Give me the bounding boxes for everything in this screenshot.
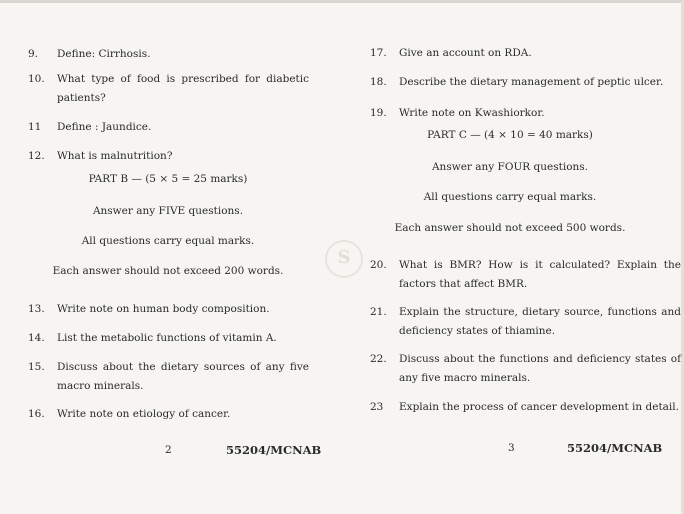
question-text: Explain the structure, dietary source, functions and deficiency states of thiamine. bbox=[399, 306, 681, 337]
question-text: Discuss about the functions and deficiency states of any five macro minerals. bbox=[399, 353, 681, 384]
question-text: What is BMR? How is it calculated? Explain the factors that affect BMR. bbox=[399, 259, 681, 290]
question-text: Define: Cirrhosis. bbox=[57, 48, 151, 60]
question-number: 16. bbox=[28, 408, 45, 420]
question-number: 9. bbox=[28, 48, 39, 60]
question-number: 14. bbox=[28, 332, 45, 344]
question-number: 13. bbox=[28, 303, 45, 315]
question-number: 17. bbox=[370, 47, 387, 59]
part-c-heading: PART C — (4 × 10 = 40 marks) bbox=[427, 129, 593, 141]
paper-code: 55204/MCNAB bbox=[567, 441, 663, 455]
question-text: Define : Jaundice. bbox=[57, 121, 152, 133]
question-text: Give an account on RDA. bbox=[399, 47, 532, 59]
question-number: 11 bbox=[28, 121, 42, 133]
instruction-word-limit: Each answer should not exceed 200 words. bbox=[52, 265, 284, 277]
instruction-answer-four: Answer any FOUR questions. bbox=[431, 161, 589, 173]
question-text: Write note on etiology of cancer. bbox=[57, 408, 231, 420]
instruction-word-limit: Each answer should not exceed 500 words. bbox=[394, 222, 626, 234]
question-text: What type of food is prescribed for diabetic patients? bbox=[57, 73, 309, 104]
question-number: 15. bbox=[28, 361, 45, 373]
question-number: 18. bbox=[370, 76, 387, 88]
question-text: Write note on Kwashiorkor. bbox=[399, 107, 545, 119]
question-text: Write note on human body composition. bbox=[57, 303, 270, 315]
question-number: 21. bbox=[370, 306, 387, 318]
instruction-equal-marks: All questions carry equal marks. bbox=[81, 235, 255, 247]
question-text: List the metabolic functions of vitamin A. bbox=[57, 332, 277, 344]
question-text: Explain the process of cancer development in detail. bbox=[399, 401, 679, 413]
question-number: 12. bbox=[28, 150, 45, 162]
page-number: 2 bbox=[165, 444, 172, 456]
question-text: Describe the dietary management of peptic ulcer. bbox=[399, 76, 664, 88]
question-number: 20. bbox=[370, 259, 387, 271]
page-number: 3 bbox=[508, 442, 515, 454]
question-number: 23 bbox=[370, 401, 384, 413]
instruction-equal-marks: All questions carry equal marks. bbox=[423, 191, 597, 203]
question-text: Discuss about the dietary sources of any five macro minerals. bbox=[57, 361, 309, 392]
question-number: 10. bbox=[28, 73, 45, 85]
question-number: 19. bbox=[370, 107, 387, 119]
right-page bbox=[342, 0, 684, 514]
part-b-heading: PART B — (5 × 5 = 25 marks) bbox=[88, 173, 248, 185]
question-number: 22. bbox=[370, 353, 387, 365]
question-text: What is malnutrition? bbox=[57, 150, 173, 162]
paper-code: 55204/MCNAB bbox=[226, 443, 322, 457]
instruction-answer-five: Answer any FIVE questions. bbox=[92, 205, 244, 217]
